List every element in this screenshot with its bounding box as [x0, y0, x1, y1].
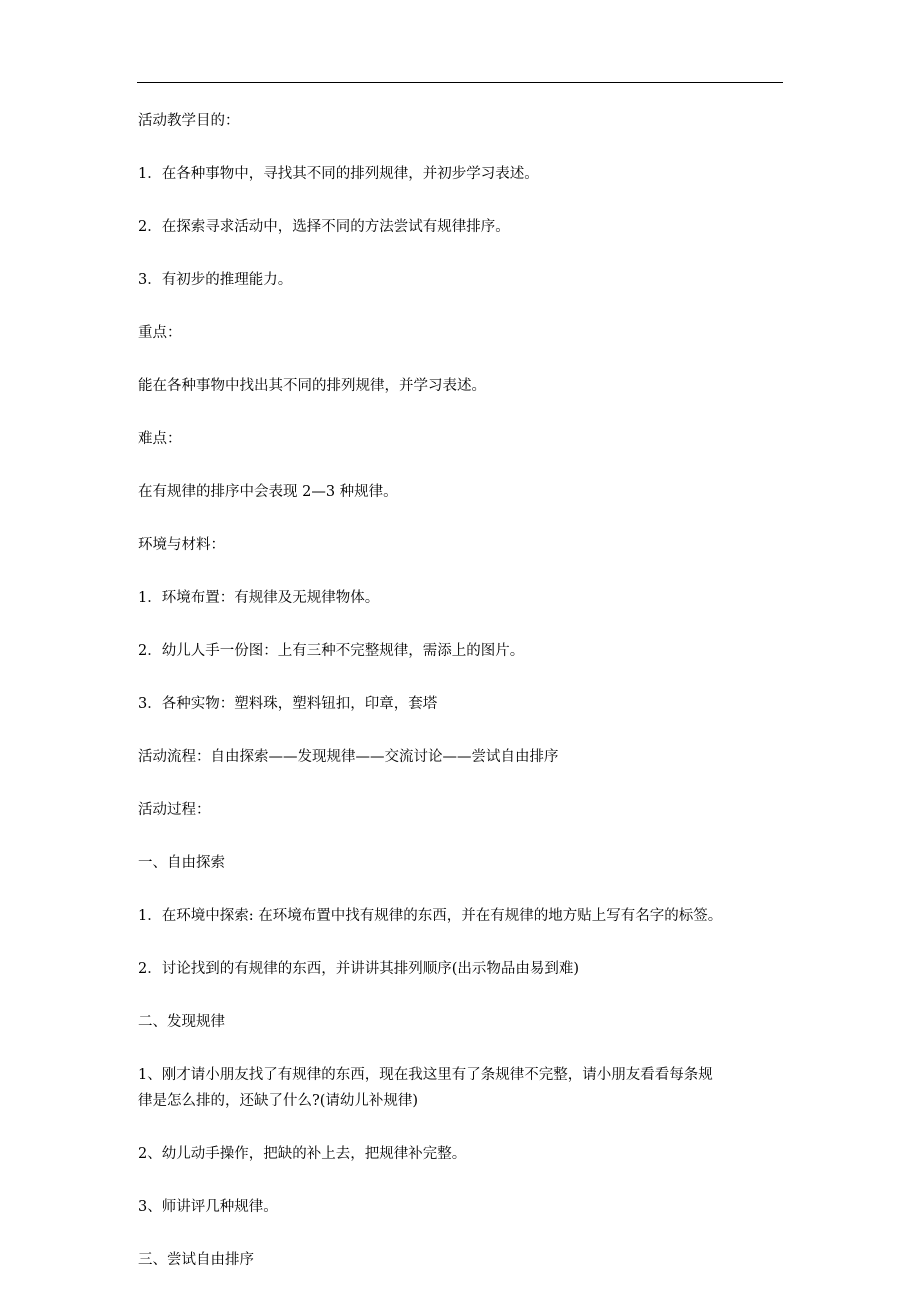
section-2-step-1-line-1: 1、刚才请小朋友找了有规律的东西，现在我这里有了条规律不完整，请小朋友看看每条规	[138, 1067, 713, 1083]
material-3: 3．各种实物：塑料珠，塑料钮扣，印章，套塔	[138, 696, 438, 712]
objective-1: 1．在各种事物中，寻找其不同的排列规律，并初步学习表述。	[138, 166, 539, 182]
activity-flow: 活动流程：自由探索——发现规律——交流讨论——尝试自由排序	[138, 749, 559, 765]
heading-process: 活动过程：	[138, 802, 211, 818]
material-2: 2．幼儿人手一份图：上有三种不完整规律，需添上的图片。	[138, 643, 525, 659]
section-2-step-3: 3、师讲评几种规律。	[138, 1199, 278, 1215]
heading-key-point: 重点：	[138, 325, 182, 341]
section-2-step-1	[138, 1062, 788, 1114]
section-2-step-1-line-2: 律是怎么排的，还缺了什么?(请幼儿补规律)	[138, 1093, 419, 1109]
document-body	[138, 108, 788, 1300]
objective-2: 2．在探索寻求活动中，选择不同的方法尝试有规律排序。	[138, 219, 510, 235]
section-1-step-1: 1．在环境中探索: 在环境布置中找有规律的东西，并在有规律的地方贴上写有名字的标签。	[138, 908, 723, 924]
section-1-step-2: 2．讨论找到的有规律的东西，并讲讲其排列顺序(出示物品由易到难)	[138, 961, 580, 977]
material-1: 1．环境布置：有规律及无规律物体。	[138, 590, 380, 606]
section-1-title: 一、自由探索	[138, 855, 225, 871]
objective-3: 3．有初步的推理能力。	[138, 272, 293, 288]
heading-materials: 环境与材料：	[138, 537, 225, 553]
section-3-title: 三、尝试自由排序	[138, 1252, 254, 1268]
key-point-text: 能在各种事物中找出其不同的排列规律，并学习表述。	[138, 378, 486, 394]
heading-difficulty: 难点：	[138, 431, 182, 447]
difficulty-text: 在有规律的排序中会表现 2—3 种规律。	[138, 484, 398, 500]
section-2-step-2: 2、幼儿动手操作，把缺的补上去，把规律补完整。	[138, 1146, 467, 1162]
section-2-title: 二、发现规律	[138, 1014, 225, 1030]
heading-objectives: 活动教学目的：	[138, 113, 240, 129]
header-rule	[137, 82, 783, 83]
